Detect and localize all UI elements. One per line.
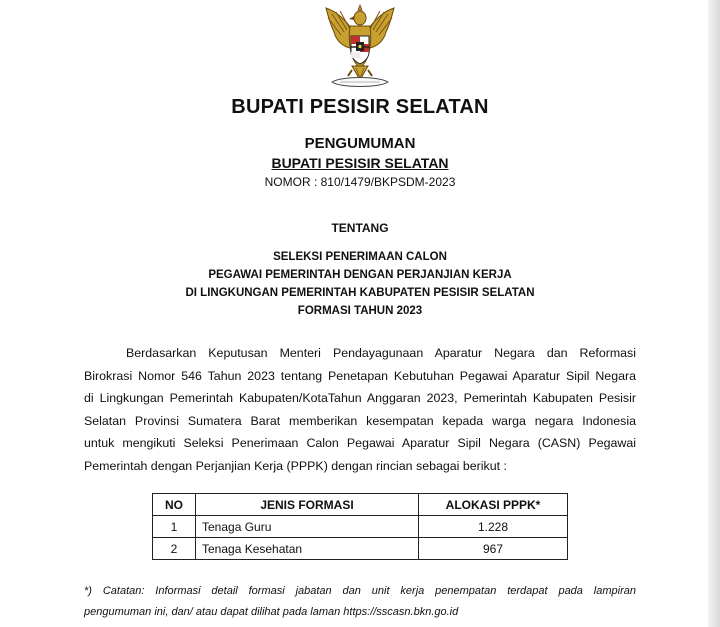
subject-line: FORMASI TAHUN 2023 [297,305,423,317]
body-line: di Lingkungan Pemerintah Kabupaten/KotaTahun Anggaran 2023, Pemerintah Kabupaten Pesisir [84,391,636,406]
subject-line: DI LINGKUNGAN PEMERINTAH KABUPATEN PESISIR SELATAN [185,287,535,299]
subject-line: SELEKSI PENERIMAAN CALON [273,251,447,263]
announcement-heading: PENGUMUMAN [304,135,416,152]
body-paragraph [84,342,636,478]
column-header-alokasi: ALOKASI PPPK* [419,494,568,516]
cell-no: 1 [153,516,196,538]
column-header-jenis: JENIS FORMASI [196,494,419,516]
document-title: BUPATI PESISIR SELATAN [231,96,489,118]
subject-line: PEGAWAI PEMERINTAH DENGAN PERJANJIAN KERJA [208,269,512,281]
cell-jenis: Tenaga Guru [196,516,419,538]
body-line: Birokrasi Nomor 546 Tahun 2023 tentang Penetapan Kebutuhan Pegawai Aparatur Sipil Negara [84,368,636,383]
footnote [84,581,636,623]
body-line: Berdasarkan Keputusan Menteri Pendayagunaan Aparatur Negara dan Reformasi [126,346,636,360]
body-line: Selatan Provinsi Sumatera Barat memberikan kesempatan kepada warga negara Indonesia [84,413,636,428]
subject-block [0,248,720,320]
table-header-row [153,494,568,516]
cell-alokasi: 967 [419,538,568,560]
body-line: Pemerintah dengan Perjanjian Kerja (PPPK) dengan rincian sebagai berikut : [84,458,507,473]
subtitle-text: BUPATI PESISIR SELATAN [271,155,449,171]
cell-jenis: Tenaga Kesehatan [196,538,419,560]
table-row [153,516,568,538]
footnote-line: pengumuman ini, dan/ atau dapat dilihat pada laman https://sscasn.bkn.go.id [84,606,459,618]
formation-table [152,493,568,560]
footnote-line: *) Catatan: Informasi detail formasi jabatan dan unit kerja penempatan terdapat pada lampiran [84,585,636,597]
cell-alokasi: 1.228 [419,516,568,538]
cell-no: 2 [153,538,196,560]
announcement-subtitle [0,155,720,171]
garuda-emblem-icon [318,2,402,92]
document-number: NOMOR : 810/1479/BKPSDM-2023 [264,175,456,189]
tentang-label: TENTANG [331,221,389,235]
column-header-no: NO [153,494,196,516]
body-line: untuk mengikuti Seleksi Penerimaan Calon Pegawai Aparatur Sipil Negara (CASN) Pegawai [84,436,636,451]
table-row [153,538,568,560]
